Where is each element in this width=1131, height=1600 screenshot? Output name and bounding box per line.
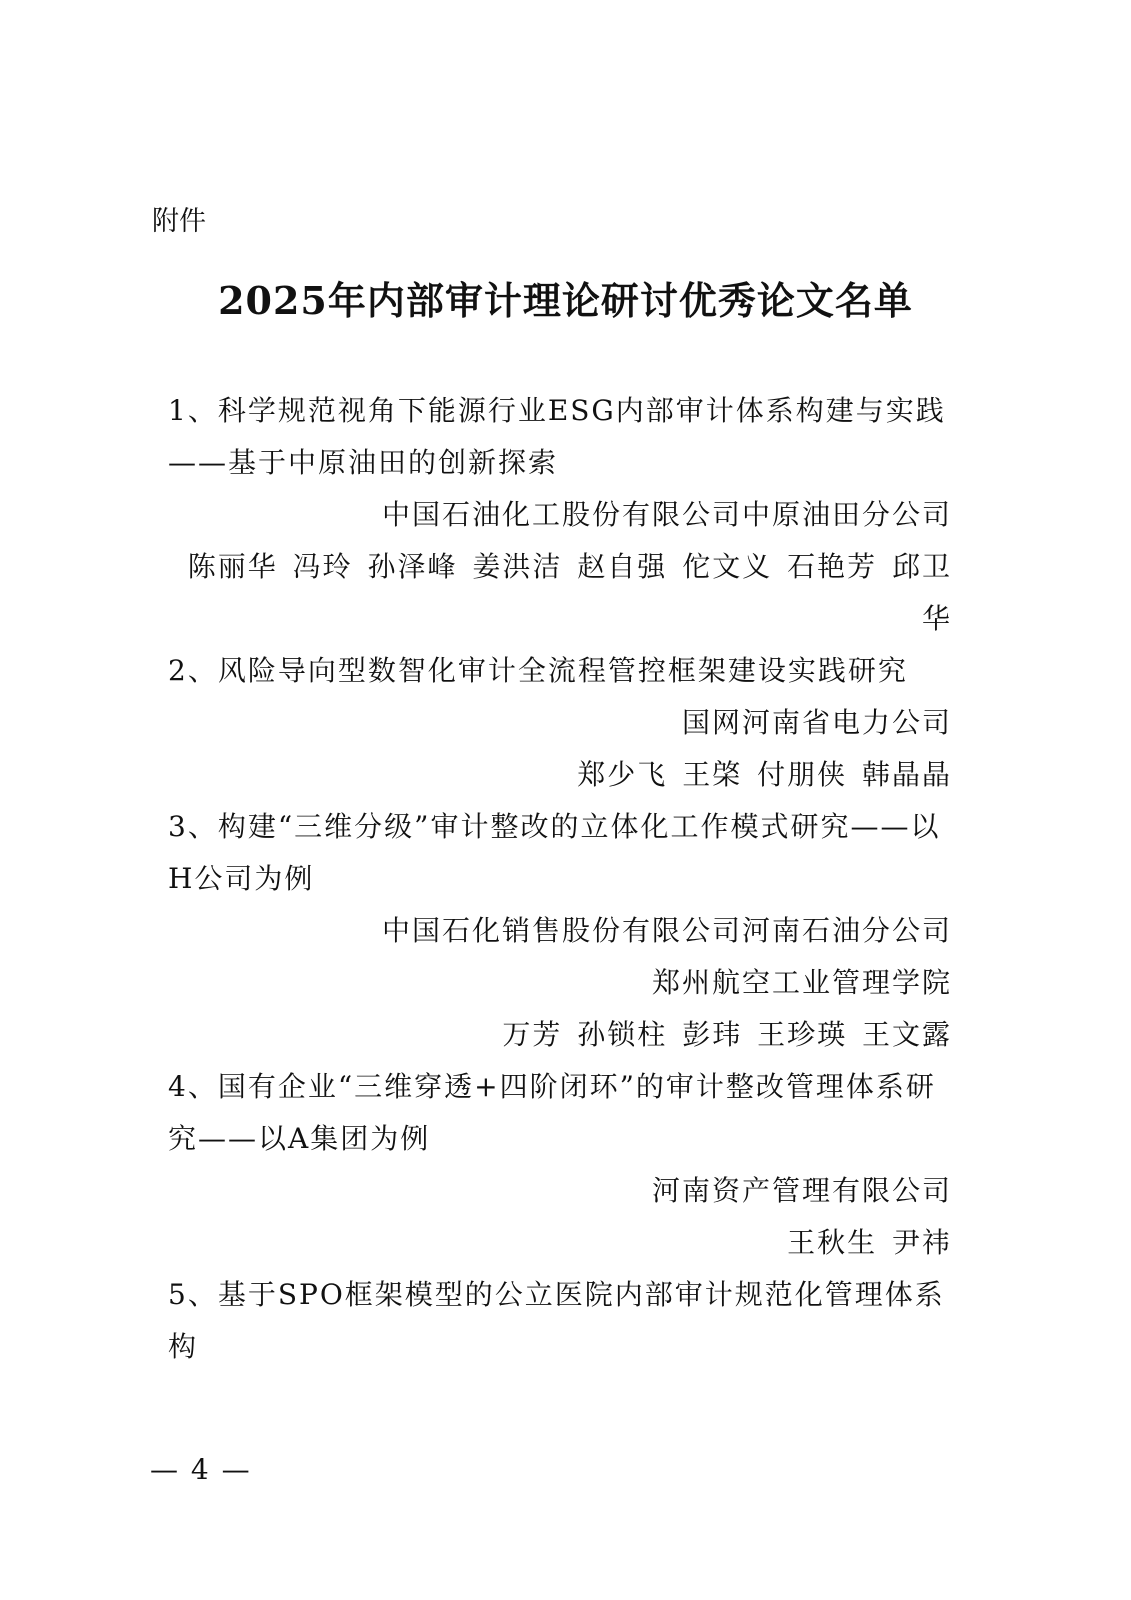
paper-authors: 王秋生 尹祎 bbox=[787, 1226, 952, 1259]
paper-organization: 中国石油化工股份有限公司中原油田分公司 bbox=[381, 498, 952, 531]
paper-organization: 河南资产管理有限公司 bbox=[651, 1174, 952, 1207]
paper-organization: 中国石化销售股份有限公司河南石油分公司 bbox=[381, 914, 952, 947]
attachment-label: 附件 bbox=[152, 206, 206, 237]
list-item bbox=[168, 1269, 952, 1373]
document-title: 2025年内部审计理论研讨优秀论文名单 bbox=[218, 278, 913, 323]
paper-authors: 郑少飞 王棨 付朋侠 韩晶晶 bbox=[577, 758, 952, 791]
list-item bbox=[168, 385, 952, 645]
paper-title: 3、构建“三维分级”审计整改的立体化工作模式研究——以H公司为例 bbox=[168, 810, 941, 895]
paper-authors: 万芳 孙锁柱 彭玮 王珍瑛 王文露 bbox=[502, 1018, 952, 1051]
list-item bbox=[168, 645, 952, 801]
paper-organization: 国网河南省电力公司 bbox=[681, 706, 952, 739]
paper-organization: 郑州航空工业管理学院 bbox=[651, 966, 952, 999]
list-item bbox=[168, 801, 952, 1061]
paper-title: 1、科学规范视角下能源行业ESG内部审计体系构建与实践——基于中原油田的创新探索 bbox=[168, 394, 946, 479]
list-item bbox=[168, 1061, 952, 1269]
paper-title: 5、基于SPO框架模型的公立医院内部审计规范化管理体系构 bbox=[168, 1278, 945, 1363]
paper-authors: 陈丽华 冯玲 孙泽峰 姜洪洁 赵自强 佗文义 石艳芳 邱卫华 bbox=[187, 550, 952, 635]
page-number: — 4 — bbox=[150, 1453, 252, 1486]
paper-list bbox=[168, 385, 952, 1373]
paper-title: 4、国有企业“三维穿透+四阶闭环”的审计整改管理体系研究——以A集团为例 bbox=[168, 1070, 936, 1155]
paper-title: 2、风险导向型数智化审计全流程管控框架建设实践研究 bbox=[168, 654, 908, 687]
